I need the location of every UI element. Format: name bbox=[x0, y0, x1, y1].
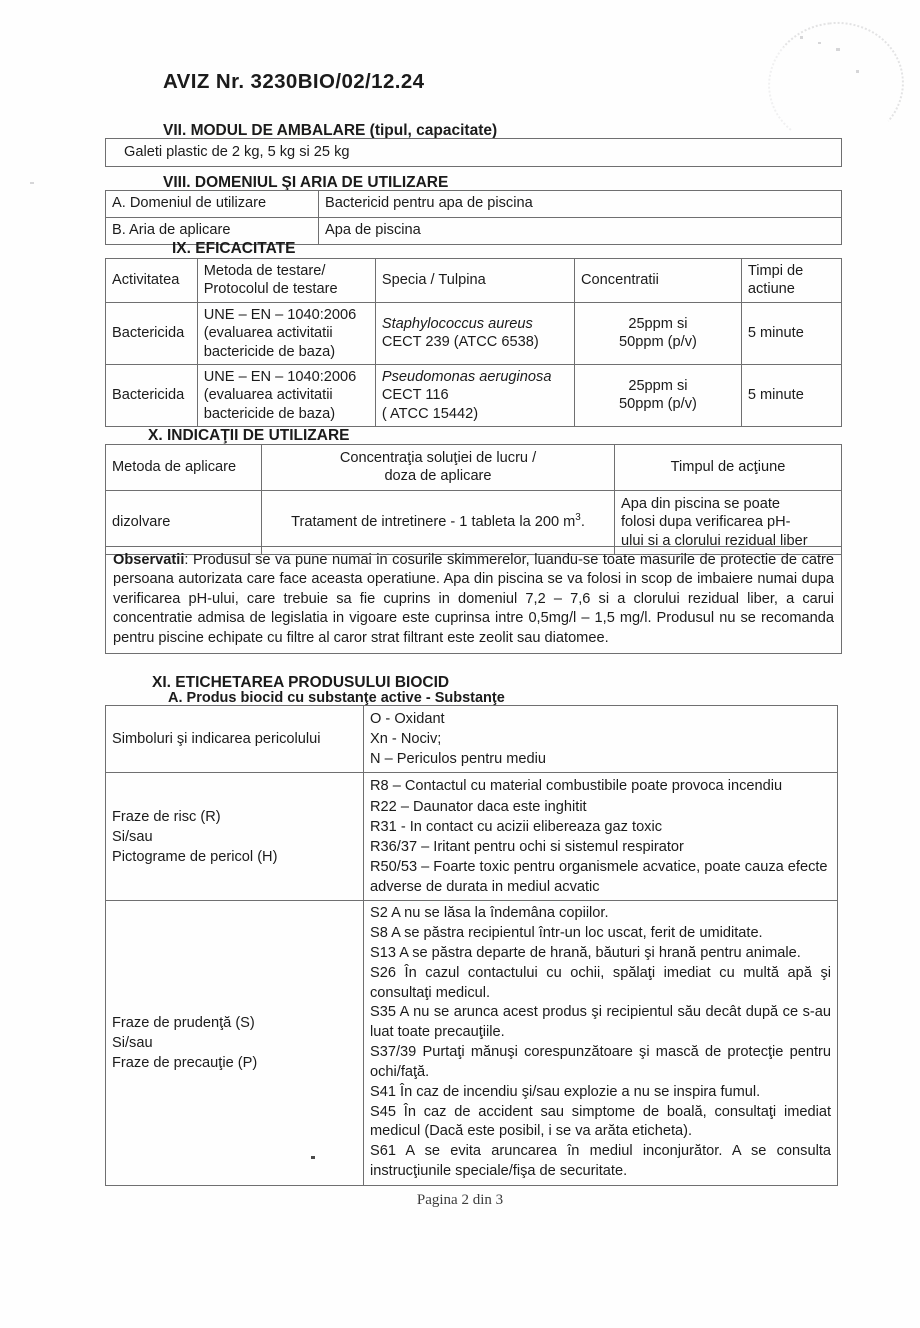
observations-label: Observatii bbox=[113, 552, 185, 568]
table-row bbox=[106, 364, 842, 426]
section-heading-x: X. INDICAŢII DE UTILIZARE bbox=[148, 427, 350, 444]
row-label: A. Domeniul de utilizare bbox=[106, 191, 319, 218]
cell-species: Pseudomonas aeruginosa CECT 116 ( ATCC 15442) bbox=[375, 364, 574, 426]
col-action-time: Timpi de actiune bbox=[741, 259, 841, 303]
usage-indications-table bbox=[105, 444, 842, 555]
observations-table bbox=[105, 546, 842, 654]
table-row bbox=[106, 302, 842, 364]
col-application-method: Metoda de aplicare bbox=[106, 445, 262, 491]
table-row bbox=[106, 901, 838, 1186]
row-value: Bactericid pentru apa de piscina bbox=[319, 191, 842, 218]
scan-artifact-arc bbox=[762, 15, 910, 153]
packaging-value: Galeti plastic de 2 kg, 5 kg si 25 kg bbox=[106, 139, 842, 167]
col-concentration-dose: Concentraţia soluţiei de lucru / doza de aplicare bbox=[262, 445, 615, 491]
cell-method: UNE – EN – 1040:2006 (evaluarea activitatii bactericide de baza) bbox=[197, 302, 375, 364]
table-header-row bbox=[106, 445, 842, 491]
cell-concentrations: 25ppm si 50ppm (p/v) bbox=[575, 364, 742, 426]
cell-action-time: Apa din piscina se poate folosi dupa verificarea pH- ului si a clorului rezidual liber bbox=[615, 490, 842, 554]
row-label: B. Aria de aplicare bbox=[106, 218, 319, 245]
table-header-row bbox=[106, 259, 842, 303]
col-activity: Activitatea bbox=[106, 259, 198, 303]
efficacy-table bbox=[105, 258, 842, 427]
row-value: Apa de piscina bbox=[319, 218, 842, 245]
section-heading-viii: VIII. DOMENIUL ŞI ARIA DE UTILIZARE bbox=[163, 174, 449, 191]
cubic-exponent: 3 bbox=[575, 512, 581, 524]
observations-cell bbox=[106, 547, 842, 654]
scan-speck bbox=[836, 48, 840, 51]
value-safety-phrases: S2 A nu se lăsa la îndemâna copiilor. S8 A se păstra recipientul într-un loc uscat, ferit de umiditate. S13 A se păstra departe de hrană, băuturi şi hrană pentru animale. S26 În cazul contactului cu ochii, spălaţi imediat cu multă apă şi consultaţi medicul. S35 A nu se arunca acest produs şi recipientul său decât după ce s-au luat toate precauţiile. S37/39 Purtaţi mănuşi corespunzătoare şi mască de protecţie pentru ochi/faţă. S41 În caz de incendiu şi/sau explozie a nu se inspira fumul. S45 În caz de accident sau simptome de boală, consultaţi imediat medicul (Dacă este posibil, i se va arăta eticheta). S61 A se evita aruncarea în mediul inconjurător. A se consulta instrucţiunile speciale/fişa de securitate. bbox=[364, 901, 838, 1186]
scan-speck bbox=[800, 36, 803, 39]
cell-species: Staphylococcus aureus CECT 239 (ATCC 6538) bbox=[375, 302, 574, 364]
table-row bbox=[106, 773, 838, 901]
scan-speck bbox=[856, 70, 859, 73]
section-heading-ix: IX. EFICACITATE bbox=[172, 240, 296, 257]
label-risk-phrases: Fraze de risc (R) Si/sau Pictograme de pericol (H) bbox=[106, 773, 364, 901]
col-concentrations: Concentratii bbox=[575, 259, 742, 303]
subsection-heading-xi-a: A. Produs biocid cu substanţe active - Substanţe bbox=[168, 690, 505, 706]
section-heading-xi: XI. ETICHETAREA PRODUSULUI BIOCID bbox=[152, 674, 450, 691]
value-risk-phrases: R8 – Contactul cu material combustibile poate provoca incendiu R22 – Daunator daca este inghitit R31 - In contact cu acizii elibereaza gaz toxic R36/37 – Iritant pentru ochi si sistemul respirator R50/53 – Foarte toxic pentru organismele acvatice, poate cauza efecte adverse de durata in mediul acvatic bbox=[364, 773, 838, 901]
packaging-table bbox=[105, 138, 842, 167]
cell-method: UNE – EN – 1040:2006 (evaluarea activitatii bactericide de baza) bbox=[197, 364, 375, 426]
table-row bbox=[106, 547, 842, 654]
observations-text: : Produsul se va pune numai in cosurile skimmerelor, luandu-se toate masurile de protectie de catre persoana autorizata care face aceasta operatiune. Apa din piscina se va folosi in scop de imbaiere numai dupa verificarea pH-ului, care trebuie sa fie cuprins in domeniul 7,2 – 7,6 si a clorului rezidual liber, a carui concentratie admisa de legislatia in vigoare este cuprinsa intre 0,5mg/l – 1,5 mg/l. Produsul nu se recomanda pentru piscine echipate cu filtre al caror strat filtrant este zeolit sau diatomee. bbox=[113, 552, 834, 646]
cell-activity: Bactericida bbox=[106, 364, 198, 426]
table-row bbox=[106, 490, 842, 554]
cell-concentrations: 25ppm si 50ppm (p/v) bbox=[575, 302, 742, 364]
cell-action-time: 5 minute bbox=[741, 364, 841, 426]
col-action-time: Timpul de acţiune bbox=[615, 445, 842, 491]
table-row bbox=[106, 191, 842, 218]
scan-speck bbox=[30, 182, 34, 184]
page-footer: Pagina 2 din 3 bbox=[416, 1192, 504, 1208]
section-heading-vii: VII. MODUL DE AMBALARE (tipul, capacitate) bbox=[163, 122, 498, 139]
scan-speck bbox=[818, 42, 821, 44]
usage-domain-table bbox=[105, 190, 842, 245]
cell-concentration-dose: Tratament de intretinere - 1 tableta la 200 $m^3$. bbox=[262, 490, 615, 554]
page-title: AVIZ Nr. 3230BIO/02/12.24 bbox=[163, 70, 425, 93]
cell-action-time: 5 minute bbox=[741, 302, 841, 364]
value-symbols: O - Oxidant Xn - Nociv; N – Periculos pentru mediu bbox=[364, 706, 838, 773]
label-symbols: Simboluri şi indicarea pericolului bbox=[106, 706, 364, 773]
cell-application-method: dizolvare bbox=[106, 490, 262, 554]
cell-activity: Bactericida bbox=[106, 302, 198, 364]
table-row bbox=[106, 139, 842, 167]
table-row bbox=[106, 706, 838, 773]
labeling-table bbox=[105, 705, 838, 1186]
label-safety-phrases: Fraze de prudenţă (S) Si/sau Fraze de precauţie (P) bbox=[106, 901, 364, 1186]
col-species: Specia / Tulpina bbox=[375, 259, 574, 303]
col-method: Metoda de testare/ Protocolul de testare bbox=[197, 259, 375, 303]
